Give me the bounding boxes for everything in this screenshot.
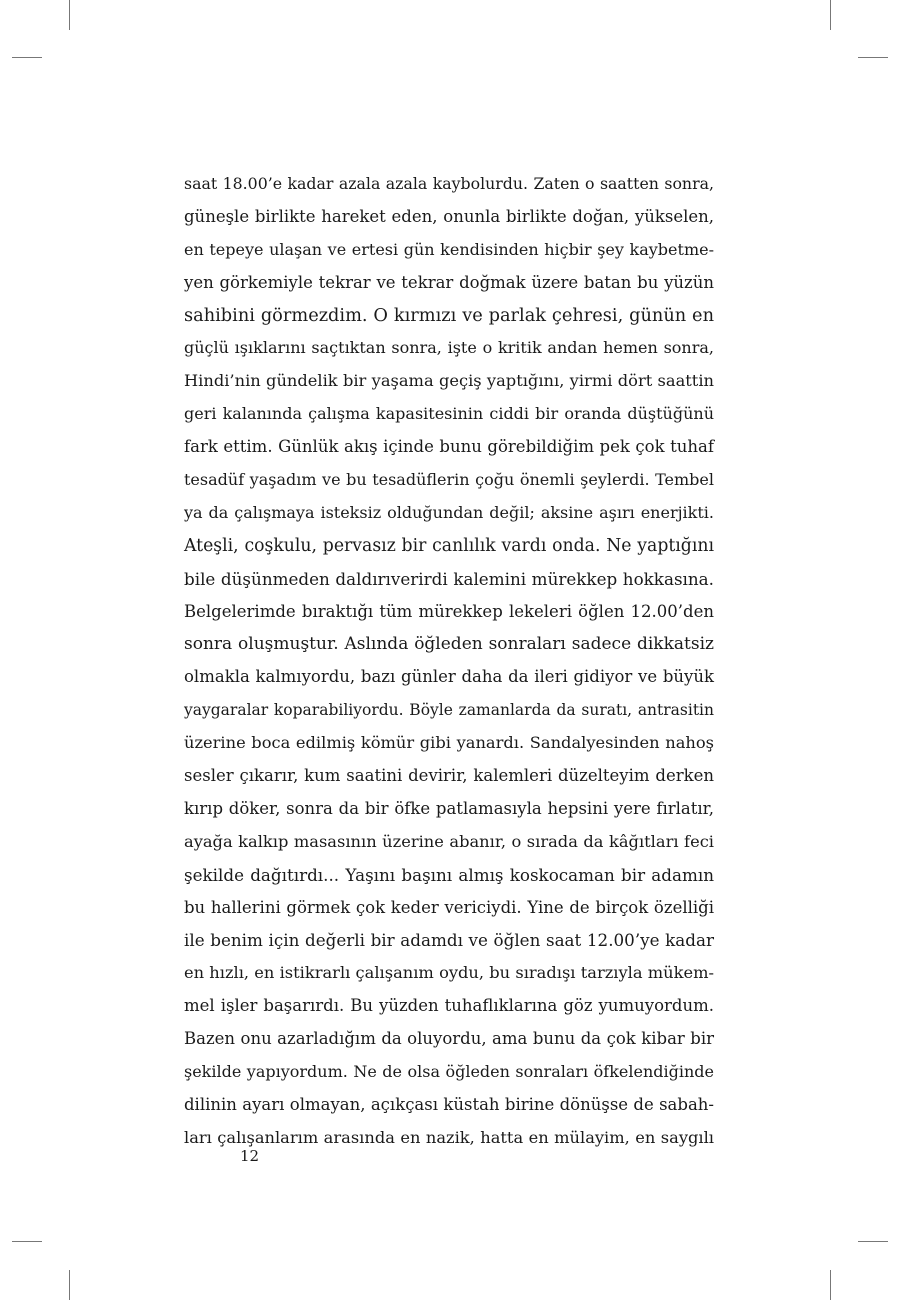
crop-mark-right-bottom — [858, 1241, 888, 1242]
page-number: 12 — [240, 1147, 260, 1165]
text-line: ayağa kalkıp masasının üzerine abanır, o sırada da kâğıtları feci — [184, 831, 714, 851]
text-line: Hindi’nin gündelik bir yaşama geçiş yaptığını, yirmi dört saattin — [184, 371, 714, 391]
crop-mark-left-top — [12, 57, 42, 58]
text-line: Belgelerimde bıraktığı tüm mürekkep lekeleri öğlen 12.00’den — [184, 601, 714, 621]
text-line: sonra oluşmuştur. Aslında öğleden sonraları sadece dikkatsiz — [184, 634, 714, 655]
text-line: en tepeye ulaşan ve ertesi gün kendisinden hiçbir şey kaybetme- — [184, 239, 714, 259]
text-line: güneşle birlikte hareket eden, onunla birlikte doğan, yükselen, — [184, 206, 714, 226]
text-line: sahibini görmezdim. O kırmızı ve parlak çehresi, günün en — [184, 305, 714, 326]
text-line: şekilde dağıtırdı... Yaşını başını almış koskocaman bir adamın — [184, 864, 714, 885]
crop-mark-bottom-left — [69, 1270, 70, 1300]
text-line: mel işler başarırdı. Bu yüzden tuhaflıklarına göz yumuyordum. — [184, 996, 714, 1016]
text-line: bu hallerini görmek çok keder vericiydi. Yine de birçok özelliği — [184, 897, 714, 917]
text-line: yen görkemiyle tekrar ve tekrar doğmak üzere batan bu yüzün — [184, 272, 714, 292]
text-line: kırıp döker, sonra da bir öfke patlamasıyla hepsini yere fırlatır, — [184, 798, 714, 818]
text-line: ları çalışanlarım arasında en nazik, hatta en mülayim, en saygılı — [184, 1127, 714, 1147]
crop-mark-top-left — [69, 0, 70, 30]
body-text — [184, 168, 714, 1155]
text-line: Ateşli, coşkulu, pervasız bir canlılık vardı onda. Ne yaptığını — [184, 535, 714, 556]
text-line: üzerine boca edilmiş kömür gibi yanardı. Sandalyesinden nahoş — [184, 733, 714, 753]
crop-mark-top-right — [830, 0, 831, 30]
crop-mark-right-top — [858, 57, 888, 58]
crop-mark-left-bottom — [12, 1241, 42, 1242]
text-line: fark ettim. Günlük akış içinde bunu görebildiğim pek çok tuhaf — [184, 437, 714, 457]
text-line: olmakla kalmıyordu, bazı günler daha da ileri gidiyor ve büyük — [184, 667, 714, 687]
text-line: saat 18.00’e kadar azala azala kaybolurdu. Zaten o saatten sonra, — [184, 174, 714, 193]
text-line: sesler çıkarır, kum saatini devirir, kalemleri düzelteyim derken — [184, 766, 714, 786]
text-line: ile benim için değerli bir adamdı ve öğlen saat 12.00’ye kadar — [184, 930, 714, 951]
text-line: tesadüf yaşadım ve bu tesadüflerin çoğu önemli şeylerdi. Tembel — [184, 470, 714, 490]
text-line: güçlü ışıklarını saçtıktan sonra, işte o kritik andan hemen sonra, — [184, 338, 714, 358]
text-line: şekilde yapıyordum. Ne de olsa öğleden sonraları öfkelendiğinde — [184, 1062, 714, 1082]
text-line: Bazen onu azarladığım da oluyordu, ama bunu da çok kibar bir — [184, 1029, 714, 1049]
text-line: geri kalanında çalışma kapasitesinin ciddi bir oranda düştüğünü — [184, 404, 714, 424]
crop-mark-bottom-right — [830, 1270, 831, 1300]
text-line: bile düşünmeden daldırıverirdi kalemini mürekkep hokkasına. — [184, 568, 714, 589]
text-line: en hızlı, en istikrarlı çalışanım oydu, bu sıradışı tarzıyla mükem- — [184, 963, 714, 983]
text-line: dilinin ayarı olmayan, açıkçası küstah birine dönüşse de sabah- — [184, 1094, 714, 1114]
text-line: yaygaralar koparabiliyordu. Böyle zamanlarda da suratı, antrasitin — [184, 701, 714, 720]
text-line: ya da çalışmaya isteksiz olduğundan değil; aksine aşırı enerjikti. — [184, 502, 714, 522]
